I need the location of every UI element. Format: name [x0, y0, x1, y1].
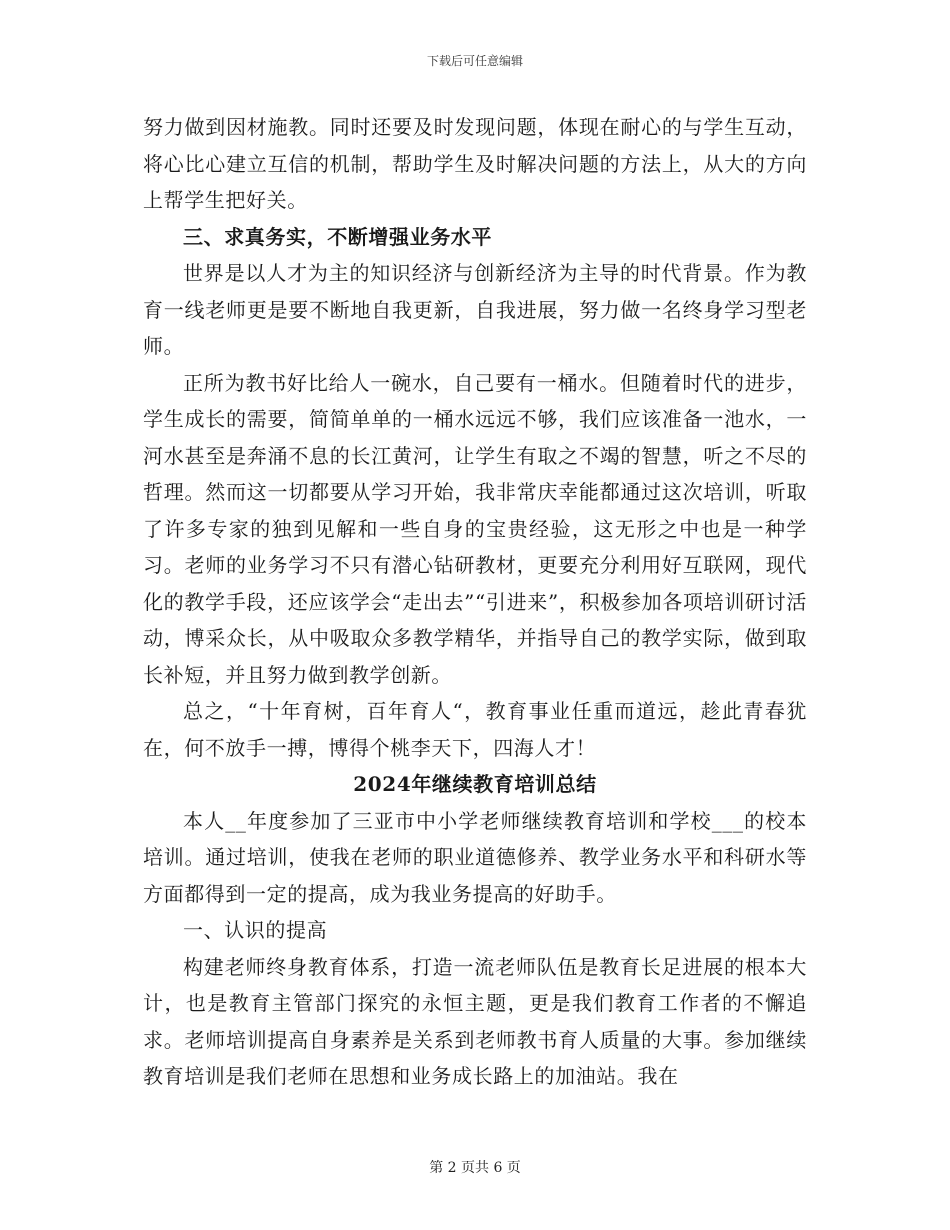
paragraph: 构建老师终身教育体系，打造一流老师队伍是教育长足进展的根本大计，也是教育主管部门探究的永恒主题，更是我们教育工作者的不懈追求。老师培训提高自身素养是关系到老师教书育人质量的大事。参加继续教育培训是我们老师在思想和业务成长路上的加油站。我在: [143, 954, 807, 1088]
section-heading-3: 三、求真务实，不断增强业务水平: [183, 224, 492, 249]
paragraph: 正所为教书好比给人一碗水，自己要有一桶水。但随着时代的进步，学生成长的需要，简简单单的一桶水远远不够，我们应该准备一池水，一河水甚至是奔涌不息的长江黄河，让学生有取之不竭的智慧，听之不尽的哲理。然而这一切都要从学习开始，我非常庆幸能都通过这次培训，听取了许多专家的独到见解和一些自身的宝贵经验，这无形之中也是一种学习。老师的业务学习不只有潜心钻研教材，更要充分利用好互联网，现代化的教学手段，还应该学会“走出去”“引进来”，积极参加各项培训研讨活动，博采众长，从中吸取众多教学精华，并指导自己的教学实际，做到取长补短，并且努力做到教学创新。: [143, 370, 807, 687]
document-body: [143, 109, 807, 1095]
page-number: 第 2 页共 6 页: [429, 1160, 521, 1176]
paragraph: 本人__年度参加了三亚市中小学老师继续教育培训和学校___的校本培训。通过培训，使我在老师的职业道德修养、教学业务水平和科研水等方面都得到一定的提高，成为我业务提高的好助手。: [143, 808, 807, 906]
paragraph: 世界是以人才为主的知识经济与创新经济为主导的时代背景。作为教育一线老师更是要不断地自我更新，自我进展，努力做一名终身学习型老师。: [143, 261, 807, 358]
document-title: 2024年继续教育培训总结: [353, 772, 597, 796]
page-header-note: 下载后可任意编辑: [426, 54, 523, 68]
paragraph-continuation: 努力做到因材施教。同时还要及时发现问题，体现在耐心的与学生互动，将心比心建立互信的机制，帮助学生及时解决问题的方法上，从大的方向上帮学生把好关。: [143, 115, 807, 212]
paragraph: 总之，“十年育树，百年育人“，教育事业任重而道远，趁此青春犹在，何不放手一搏，博得个桃李天下，四海人才！: [143, 699, 807, 760]
section-heading-1: 一、认识的提高: [183, 918, 328, 942]
